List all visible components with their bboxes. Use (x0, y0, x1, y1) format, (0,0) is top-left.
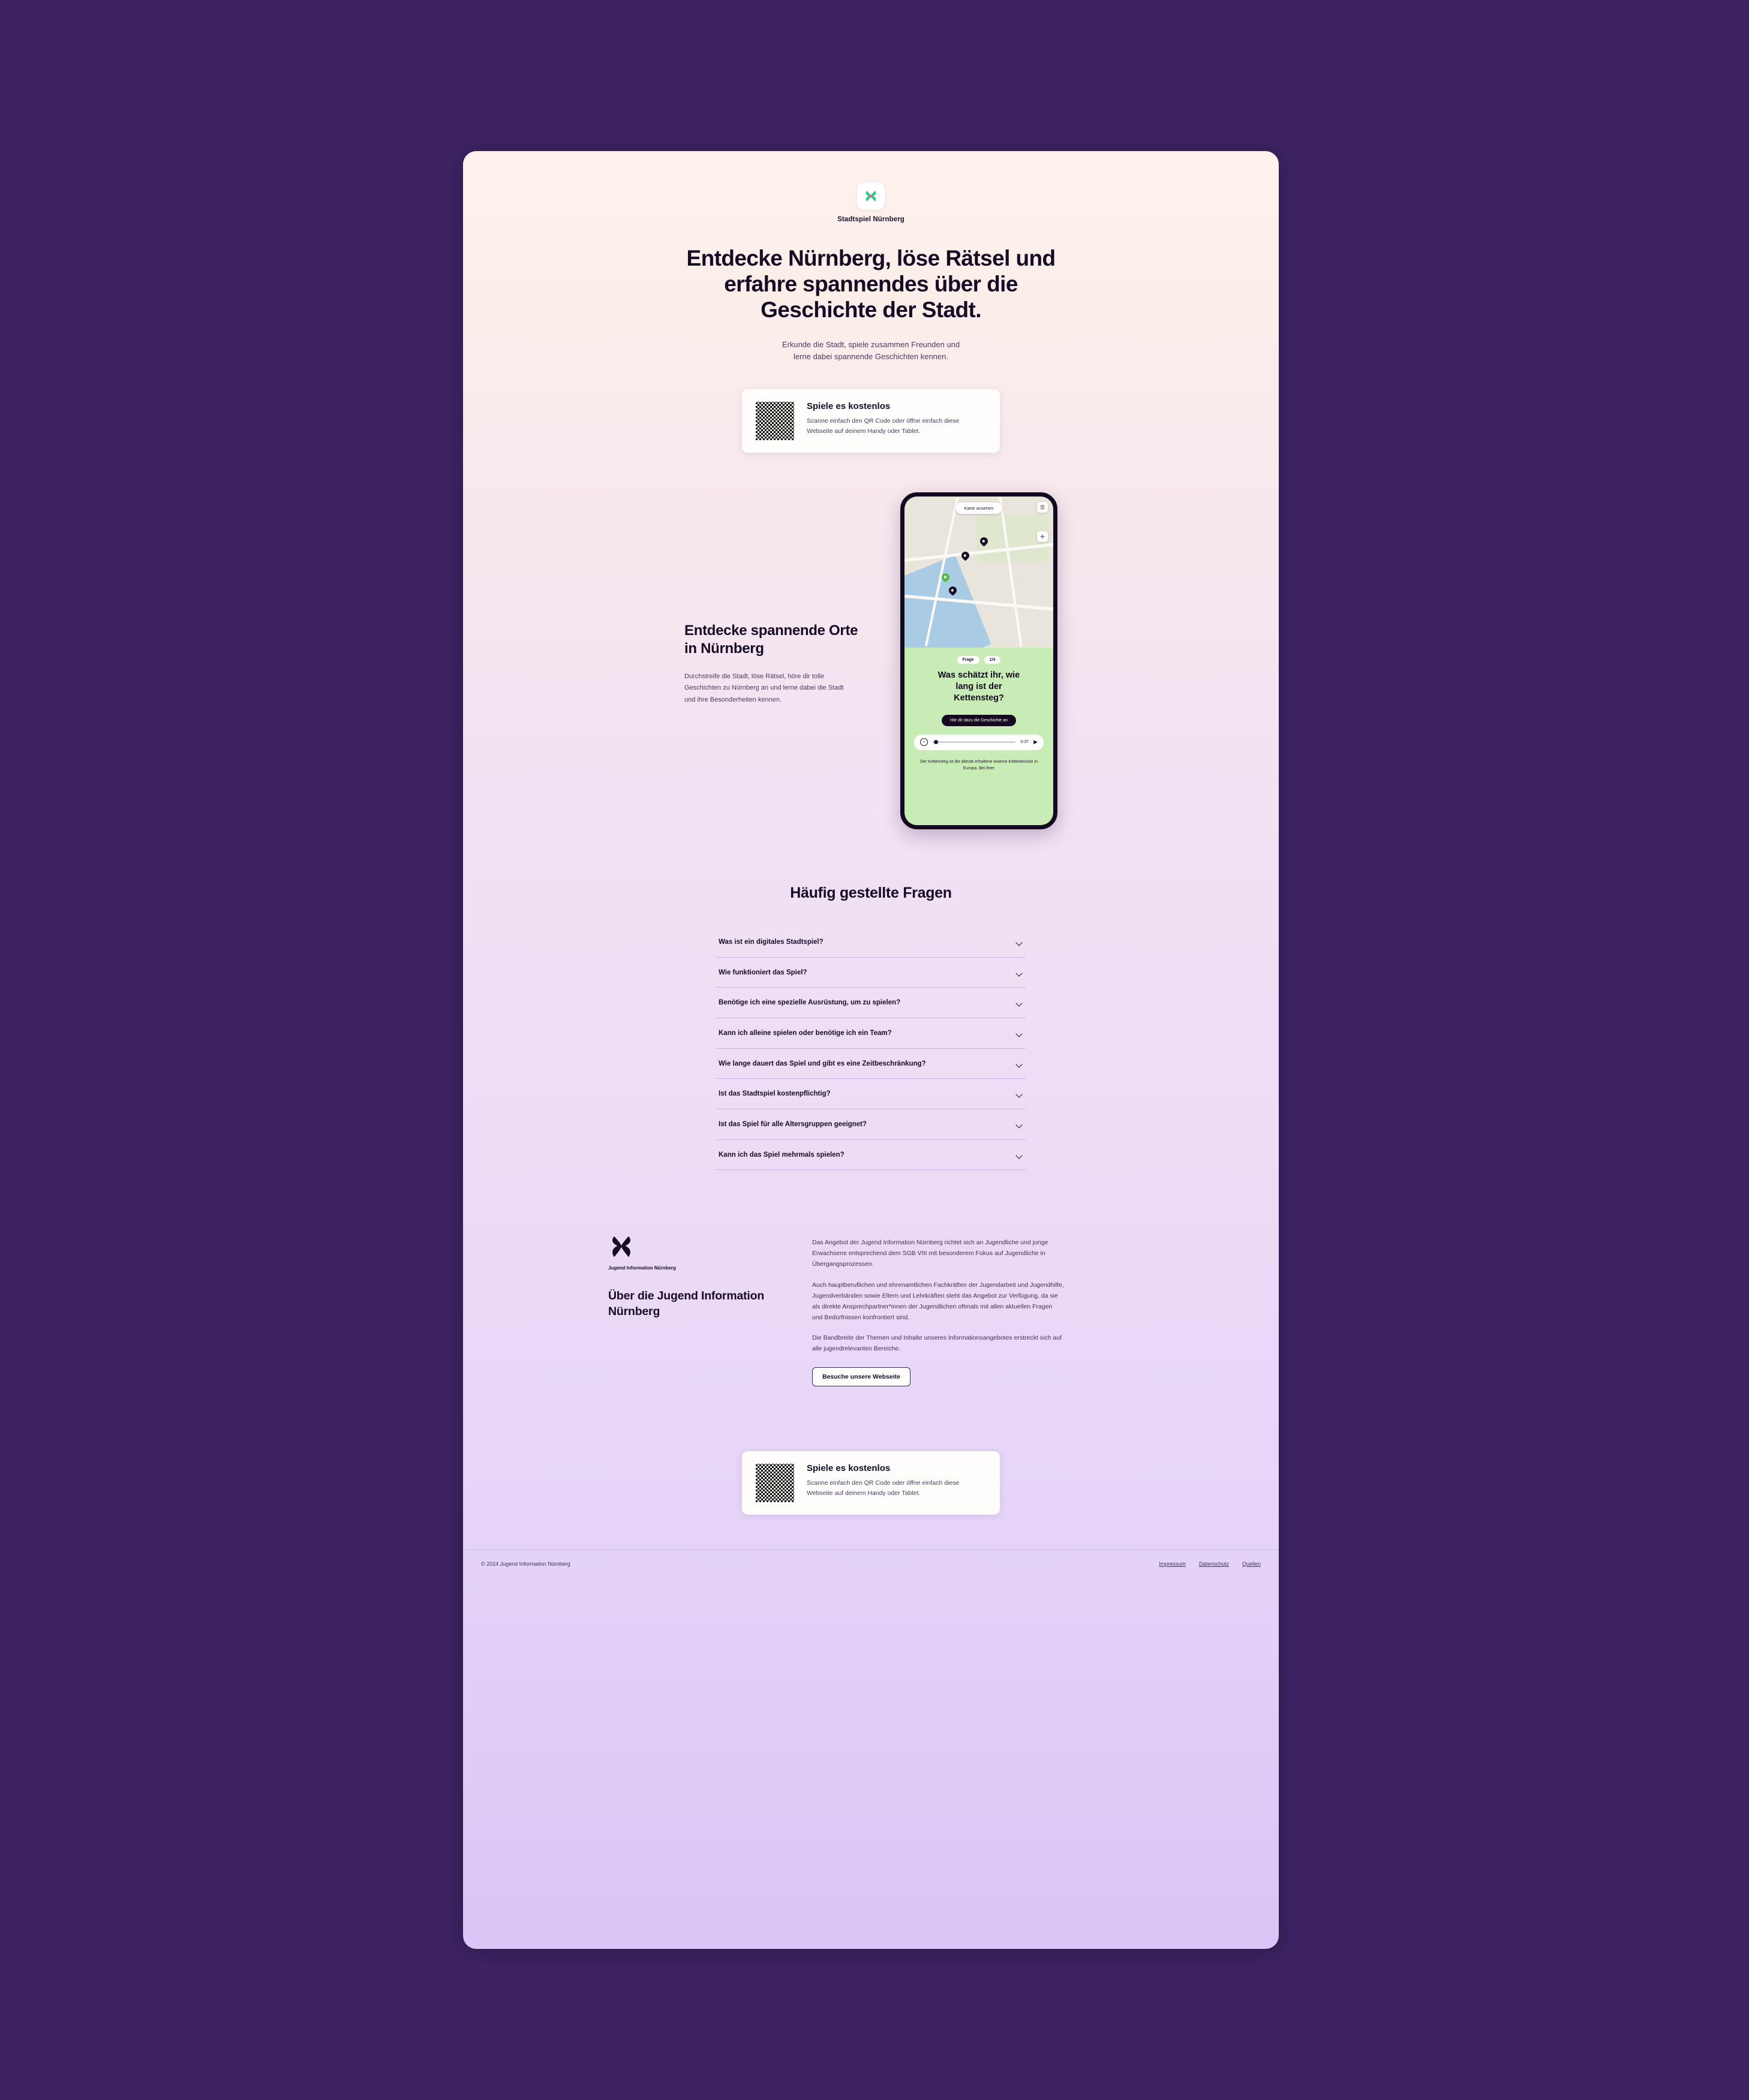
qr-card-bottom[interactable] (742, 1451, 1000, 1515)
site-footer (463, 1550, 1279, 1567)
quiz-answer-text: Der Kettensteg ist die älteste erhaltene eiserne Kettenbrücke in Europa. Bei ihrer (919, 759, 1038, 771)
qr-card-text (807, 401, 969, 437)
about-paragraph-1: Das Angebot der Jugend Information Nürnberg richtet sich an Jugendliche und junge Erwachsene entsprechend dem SGB VIII mit besonderem Fokus auf Jugendliche in Übergangsprozessen. (812, 1239, 1048, 1268)
faq-item[interactable] (716, 1140, 1026, 1171)
faq-question: Benötige ich eine spezielle Ausrüstung, um zu spielen? (719, 999, 901, 1007)
faq-question: Ist das Stadtspiel kostenpflichtig? (719, 1090, 831, 1098)
faq-item[interactable] (716, 1079, 1026, 1109)
map-view[interactable] (904, 497, 1053, 648)
faq-question: Was ist ein digitales Stadtspiel? (719, 938, 824, 946)
play-icon[interactable]: ▶ (1033, 739, 1038, 745)
footer-link-impressum[interactable]: Impressum (1159, 1560, 1186, 1567)
audio-player[interactable] (914, 735, 1044, 750)
hero-section (463, 246, 1279, 363)
footer-links (1159, 1561, 1261, 1567)
qr-card-description: Scanne einfach den QR Code oder öffne einfach diese Webseite auf deinem Handy oder Tablet. (807, 1479, 960, 1497)
faq-question: Kann ich alleine spielen oder benötige ich ein Team? (719, 1030, 892, 1037)
faq-item[interactable] (716, 1049, 1026, 1079)
listen-story-button[interactable]: Hör dir dazu die Geschichte an (942, 715, 1016, 726)
about-paragraph-2: Auch hauptberuflichen und ehrenamtlichen Fachkräften der Jugendarbeit und Jugendhilfe, Jugendverbänden sowie Eltern und Lehrkräften steht das Angebot zur Verfügung, da sie als direkte Ansprechpartner*innen der Jugendlichen oftmals mit allen aktuellen Fragen und Bedürfnissen konfrontiert sind. (812, 1281, 1064, 1321)
chevron-down-icon[interactable] (1015, 969, 1023, 977)
chevron-down-icon[interactable] (1015, 938, 1023, 946)
chevron-down-icon[interactable] (1015, 1121, 1023, 1129)
quiz-counter: 1/4 (984, 656, 1001, 664)
chevron-down-icon[interactable] (1015, 999, 1023, 1007)
faq-item[interactable] (716, 958, 1026, 988)
phone-mockup (900, 492, 1057, 829)
quiz-question: Was schätzt ihr, wie lang ist der Kettensteg? (937, 670, 1020, 703)
x-cross-logo-icon (863, 188, 879, 204)
page-title: Entdecke Nürnberg, löse Rätsel und erfahre spannendes über die Geschichte der Stadt. (686, 246, 1056, 322)
footer-link-quellen[interactable]: Quellen (1242, 1560, 1261, 1567)
faq-item[interactable] (716, 1018, 1026, 1049)
phone-screen (904, 497, 1053, 825)
discover-text: Durchstreife die Stadt, löse Rätsel, höre dir tolle Geschichten zu Nürnberg an und lerne dabei die Stadt und ihre Besonderheiten kennen. (684, 673, 844, 703)
chevron-down-icon[interactable] (1015, 1060, 1023, 1068)
quiz-meta (957, 656, 1001, 664)
faq-heading: Häufig gestellte Fragen (790, 884, 952, 901)
about-logo-caption: Jugend Information Nürnberg (608, 1265, 676, 1271)
about-right (812, 1235, 1064, 1386)
brand-name: Stadtspiel Nürnberg (837, 216, 904, 223)
faq-item[interactable] (716, 1109, 1026, 1140)
chevron-down-icon[interactable] (1015, 1151, 1023, 1159)
faq-section (463, 884, 1279, 1170)
qr-code-icon (755, 401, 795, 441)
footer-link-datenschutz[interactable]: Datenschutz (1198, 1560, 1229, 1567)
about-left (608, 1235, 770, 1386)
qr-card-top[interactable] (742, 389, 1000, 453)
quiz-panel (904, 648, 1053, 825)
brand-logo-button[interactable] (857, 182, 885, 210)
about-section (463, 1235, 1279, 1386)
chevron-down-icon[interactable] (1015, 1030, 1023, 1037)
qr-card-title: Spiele es kostenlos (807, 401, 891, 411)
faq-list (716, 927, 1026, 1170)
hamburger-menu-icon[interactable]: ☰ (1037, 502, 1048, 513)
faq-question: Wie lange dauert das Spiel und gibt es eine Zeitbeschränkung? (719, 1060, 926, 1067)
website-page (463, 151, 1279, 1949)
discover-heading: Entdecke spannende Orte in Nürnberg (684, 622, 858, 657)
locate-crosshair-icon[interactable]: ✛ (1037, 531, 1048, 542)
discover-section (463, 492, 1279, 829)
about-paragraph-3: Die Bandbreite der Themen und Inhalte unseres Informationsangebotes erstreckt sich auf alle jugendrelevanten Bereiche. (812, 1334, 1062, 1352)
chevron-down-icon[interactable] (1015, 1090, 1023, 1098)
qr-card-title: Spiele es kostenlos (807, 1463, 891, 1473)
faq-question: Ist das Spiel für alle Altersgruppen geeignet? (719, 1121, 867, 1129)
hero-subtitle: Erkunde die Stadt, spiele zusammen Freunden und lerne dabei spannende Geschichten kennen. (782, 339, 960, 361)
qr-code-icon (755, 1463, 795, 1503)
site-header (463, 151, 1279, 223)
discover-copy (684, 616, 864, 706)
qr-card-text (807, 1463, 969, 1499)
faq-question: Wie funktioniert das Spiel? (719, 968, 807, 976)
footer-copyright: © 2024 Jugend Information Nürnberg (481, 1560, 570, 1567)
about-heading: Über die Jugend Information Nürnberg (608, 1289, 765, 1318)
search-icon[interactable]: ⌕ (920, 738, 928, 746)
qr-card-description: Scanne einfach den QR Code oder öffne einfach diese Webseite auf deinem Handy oder Tablet. (807, 417, 960, 435)
faq-item[interactable] (716, 988, 1026, 1018)
audio-progress-slider[interactable] (933, 741, 1015, 743)
quiz-label: Frage (957, 656, 979, 664)
visit-website-button[interactable]: Besuche unsere Webseite (812, 1367, 910, 1386)
map-view-button[interactable]: Karte ansehen (956, 503, 1002, 514)
jugend-information-logo-icon (608, 1235, 635, 1259)
audio-progress-handle[interactable] (934, 740, 938, 744)
faq-item[interactable] (716, 927, 1026, 958)
faq-question: Kann ich das Spiel mehrmals spielen? (719, 1151, 845, 1159)
audio-time: 0:37 (1020, 740, 1029, 745)
